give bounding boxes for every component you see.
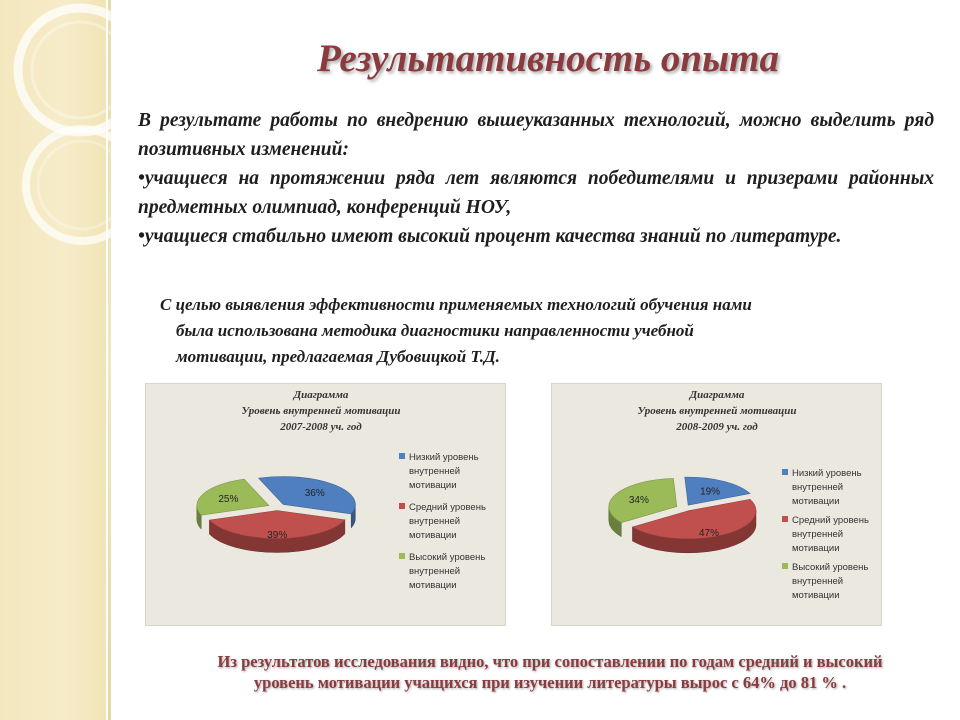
legend-label: Высокий уровень [409, 552, 486, 563]
pie-chart-2007-2008 [145, 383, 506, 626]
method-text [160, 292, 936, 370]
conclusion-line: уровень мотивации учащихся при изучении литературы вырос с 64% до 81 % . [253, 673, 847, 692]
pie-chart-2008-2009 [551, 383, 882, 626]
legend-swatch-low [399, 453, 405, 459]
legend-label: мотивации [792, 496, 840, 507]
chart-title-line: Уровень внутренней мотивации [637, 405, 797, 417]
legend-swatch-high [399, 553, 405, 559]
legend-label: внутренней [792, 529, 844, 540]
pie-slice-label: 36% [304, 488, 325, 500]
intro-text [138, 106, 934, 251]
method-line: была использована методика диагностики направленности учебной [176, 321, 694, 340]
conclusion-line: Из результатов исследования видно, что при сопоставлении по годам средний и высокий [217, 652, 883, 671]
legend-label: мотивации [409, 480, 457, 491]
chart-title-line: Уровень внутренней мотивации [241, 405, 401, 417]
conclusion-text [150, 651, 950, 693]
legend-swatch-medium [782, 516, 788, 522]
method-line: С целью выявления эффективности применяемых технологий обучения нами [160, 295, 752, 314]
method-line: мотивации, предлагаемая Дубовицкой Т.Д. [176, 347, 500, 366]
legend-swatch-low [782, 469, 788, 475]
intro-bullet: •учащиеся на протяжении ряда лет являются победителями и призерами районных предметных олимпиад, конференций НОУ, [138, 168, 934, 218]
legend-label: внутренней [409, 516, 461, 527]
legend-label: Средний уровень [409, 502, 486, 513]
pie-slice-label: 47% [698, 527, 719, 539]
pie-chart-svg [146, 384, 505, 625]
legend-label: Низкий уровень [792, 468, 862, 479]
pie-slice-label: 34% [628, 494, 649, 506]
legend-label: мотивации [792, 543, 840, 554]
legend-label: мотивации [792, 590, 840, 601]
intro-bullet: •учащиеся стабильно имеют высокий процент качества знаний по литературе. [138, 226, 842, 247]
intro-paragraph: В результате работы по внедрению вышеуказанных технологий, можно выделить ряд позитивных изменений: [138, 110, 934, 160]
chart-title-line: 2008-2009 уч. год [676, 421, 758, 433]
legend-label: внутренней [792, 482, 844, 493]
legend-label: внутренней [409, 566, 461, 577]
legend-label: внутренней [409, 466, 461, 477]
pie-slice-label: 39% [267, 529, 288, 541]
pie-slice-label: 25% [218, 494, 239, 506]
decorative-rings [0, 0, 140, 300]
slide-title: Результативность опыта [316, 37, 779, 80]
legend-label: Средний уровень [792, 515, 869, 526]
legend-label: Низкий уровень [409, 452, 479, 463]
legend-label: мотивации [409, 580, 457, 591]
pie-slice-label: 19% [700, 486, 721, 498]
legend-label: Высокий уровень [792, 562, 869, 573]
pie-chart-svg [552, 384, 881, 625]
chart-title-line: 2007-2008 уч. год [280, 421, 362, 433]
chart-title-line: Диаграмма [689, 389, 745, 401]
legend-label: мотивации [409, 530, 457, 541]
chart-title-line: Диаграмма [293, 389, 349, 401]
legend-label: внутренней [792, 576, 844, 587]
legend-swatch-medium [399, 503, 405, 509]
legend-swatch-high [782, 563, 788, 569]
